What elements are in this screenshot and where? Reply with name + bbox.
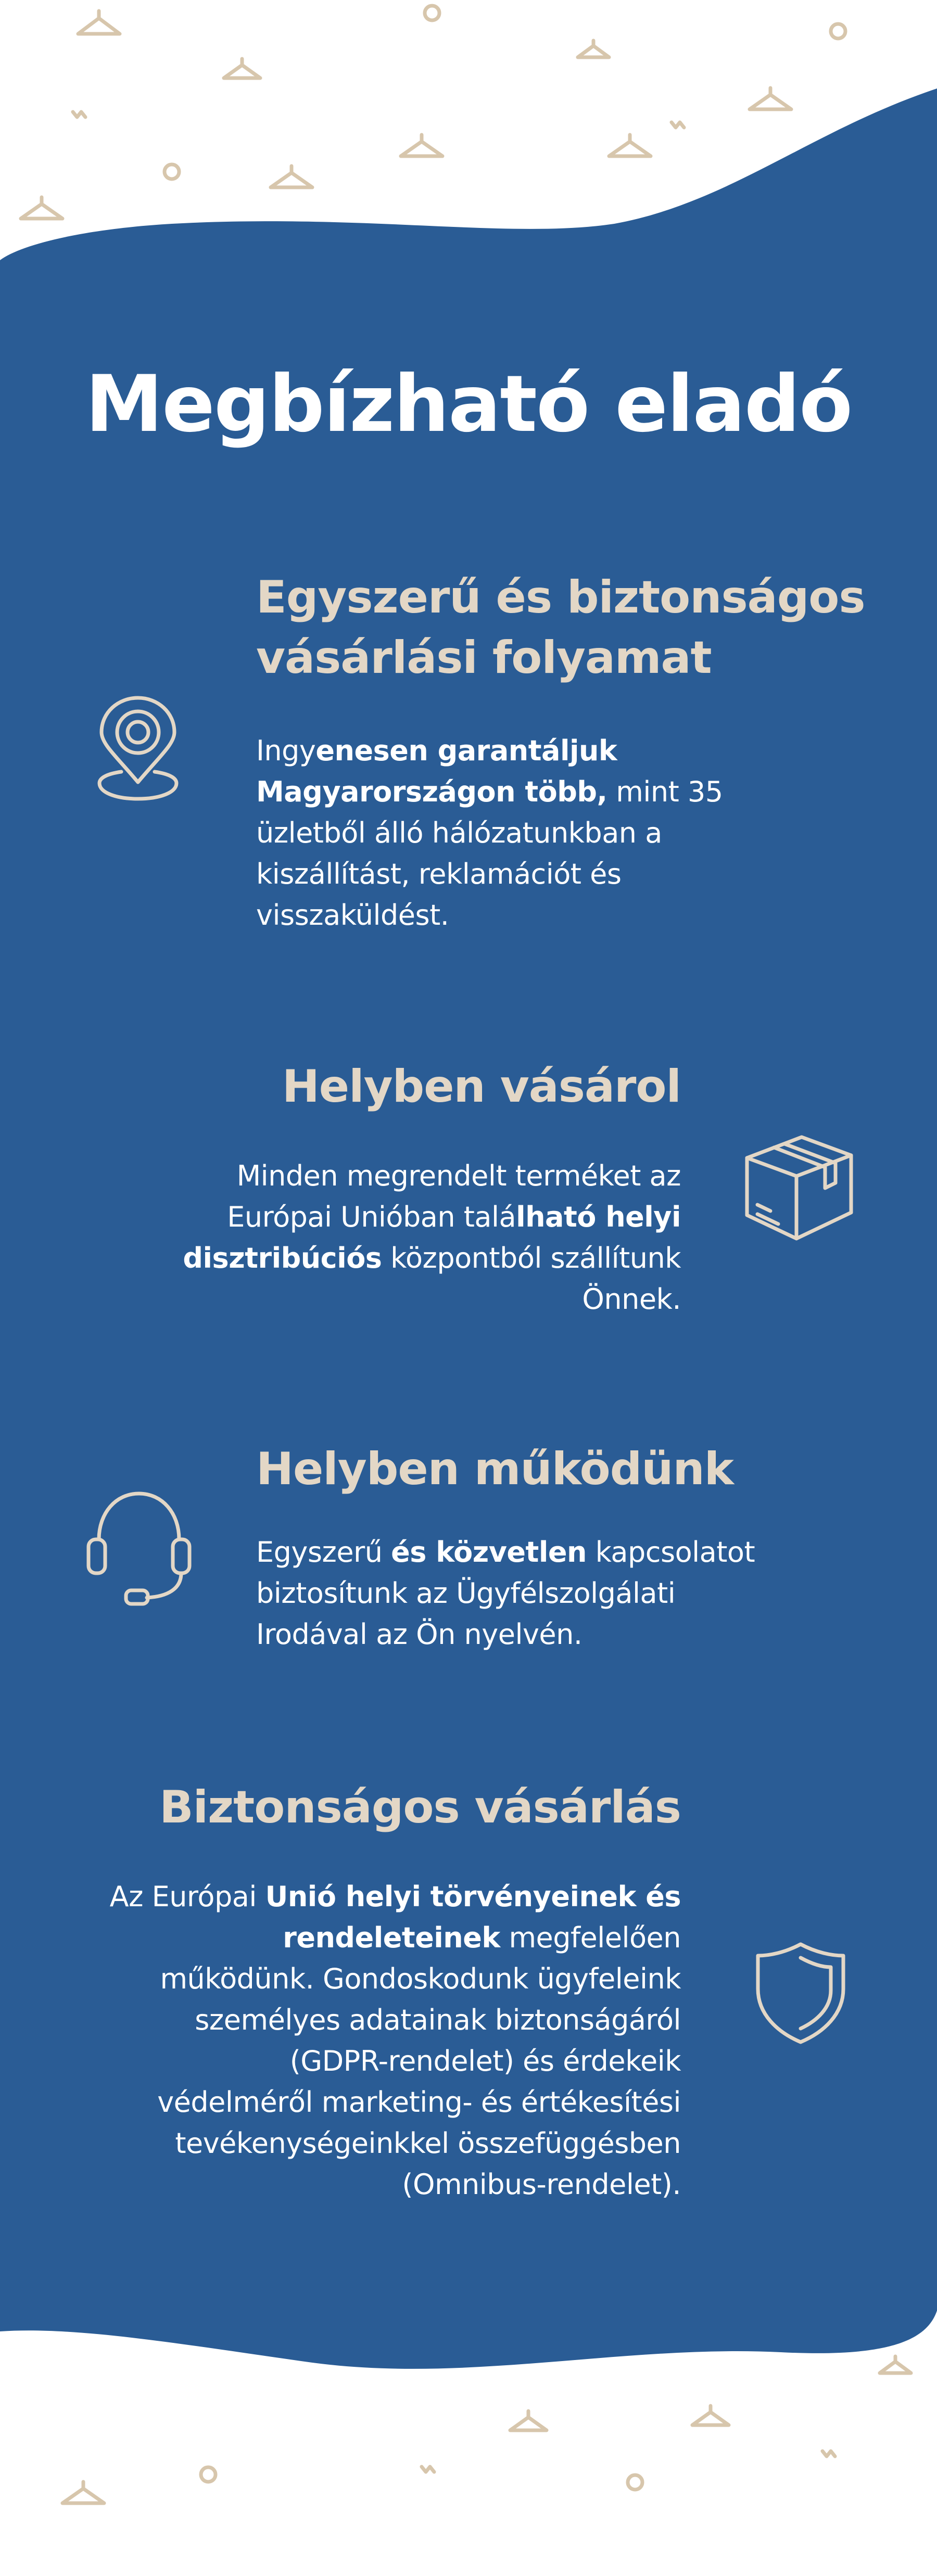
text-line: Irodával az Ön nyelvén. bbox=[256, 1618, 583, 1651]
text-line: (GDPR-rendelet) és érdekeik bbox=[289, 2045, 681, 2077]
text-line: tevékenységeinkkel összefüggésben bbox=[175, 2127, 681, 2160]
section-text-secure-shopping bbox=[73, 1876, 681, 2205]
section-title-line: Egyszerű és biztonságos bbox=[256, 571, 865, 623]
text-line: Magyarországon több, mint 35 bbox=[256, 775, 723, 808]
text-line: személyes adatainak biztonságáról bbox=[195, 2004, 681, 2036]
section-text-local-operation bbox=[256, 1532, 907, 1655]
text-line: Ingyenesen garantáljuk bbox=[256, 734, 617, 767]
text-line: Európai Unióban található helyi bbox=[227, 1201, 681, 1233]
text-line: visszaküldést. bbox=[256, 899, 449, 932]
section-text-local-purchase bbox=[73, 1155, 681, 1320]
shield-icon bbox=[754, 1941, 847, 2045]
location-pin-icon bbox=[96, 695, 180, 814]
text-line: Egyszerű és közvetlen kapcsolatot bbox=[256, 1536, 755, 1568]
section-title-local-operation: Helyben működünk bbox=[256, 1443, 733, 1495]
text-line: Minden megrendelt terméket az bbox=[236, 1159, 681, 1192]
text-line: biztosítunk az Ügyfélszolgálati bbox=[256, 1577, 676, 1610]
text-line: disztribúciós központból szállítunk bbox=[183, 1242, 681, 1274]
section-text-simple-secure-purchase bbox=[256, 730, 907, 936]
text-line: Az Európai Unió helyi törvényeinek és bbox=[109, 1880, 681, 1913]
hanger-doodles-top bbox=[21, 6, 845, 219]
text-line: védelméről marketing- és értékesítési bbox=[157, 2086, 681, 2119]
text-line: működünk. Gondoskodunk ügyfeleink bbox=[160, 1962, 681, 1995]
section-title-secure-shopping: Biztonságos vásárlás bbox=[159, 1781, 681, 1833]
text-line: (Omnibus-rendelet). bbox=[402, 2168, 681, 2201]
package-box-icon bbox=[742, 1127, 856, 1244]
section-title-simple-secure-purchase bbox=[256, 567, 907, 688]
text-line: Önnek. bbox=[582, 1283, 681, 1316]
text-line: kiszállítást, reklamációt és bbox=[256, 858, 622, 890]
text-line: rendeleteinek megfelelően bbox=[283, 1921, 681, 1954]
section-title-local-purchase: Helyben vásárol bbox=[282, 1061, 681, 1113]
section-title-line: vásárlási folyamat bbox=[256, 632, 712, 684]
hanger-doodles-bottom bbox=[62, 2356, 911, 2503]
page-title: Megbízható eladó bbox=[85, 359, 852, 450]
text-line: üzletből álló hálózatunkban a bbox=[256, 817, 662, 849]
headset-icon bbox=[84, 1487, 194, 1607]
